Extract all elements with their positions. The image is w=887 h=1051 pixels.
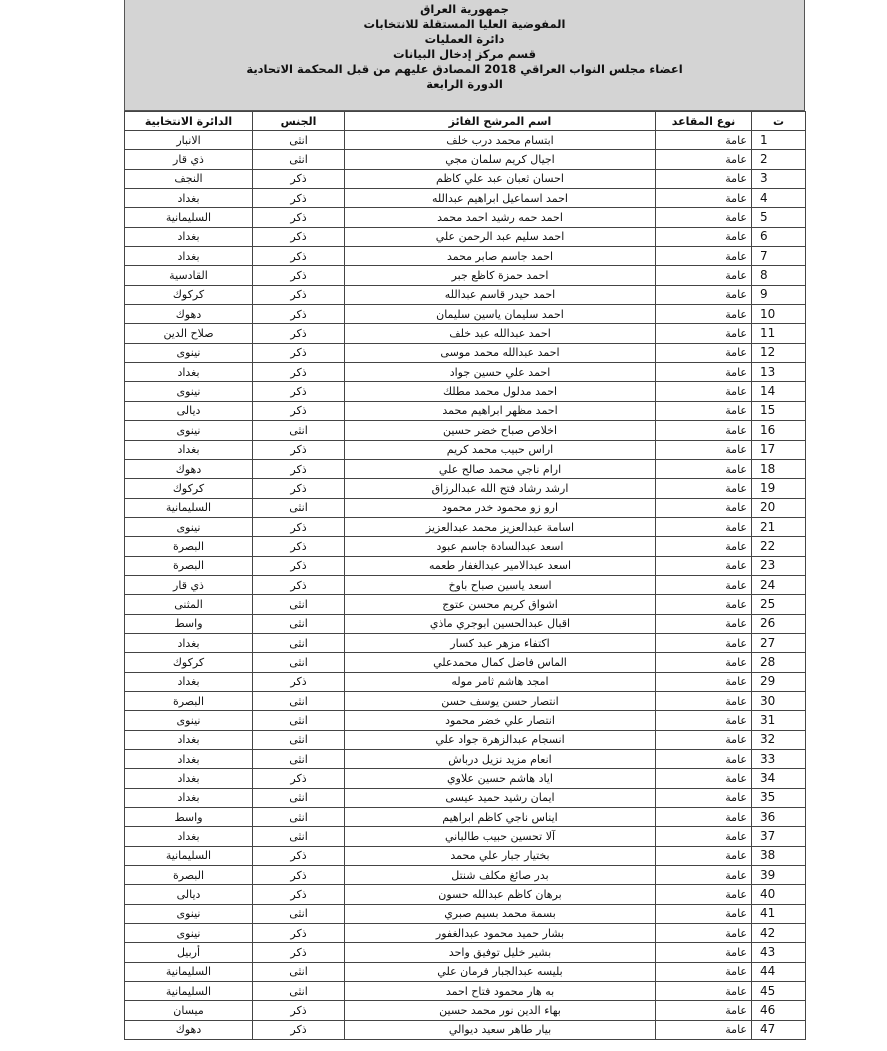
- cell-num: 13: [752, 363, 806, 382]
- cell-district: القادسية: [125, 266, 253, 285]
- cell-district: واسط: [125, 614, 253, 633]
- cell-gender: ذكر: [253, 440, 345, 459]
- cell-gender: ذكر: [253, 189, 345, 208]
- table-header-row: [125, 112, 806, 131]
- col-header-district: الدائرة الانتخابية: [125, 112, 253, 131]
- table-row: [125, 266, 806, 285]
- cell-name: بسمة محمد بسيم صبري: [345, 904, 656, 923]
- col-header-seat: نوع المقاعد: [656, 112, 752, 131]
- cell-district: صلاح الدين: [125, 324, 253, 343]
- cell-district: بغداد: [125, 440, 253, 459]
- cell-name: احمد مظهر ابراهيم محمد: [345, 401, 656, 420]
- cell-num: 4: [752, 189, 806, 208]
- cell-seat: عامة: [656, 788, 752, 807]
- cell-district: النجف: [125, 169, 253, 188]
- cell-district: البصرة: [125, 537, 253, 556]
- cell-district: بغداد: [125, 189, 253, 208]
- cell-seat: عامة: [656, 750, 752, 769]
- header-line-country: جمهورية العراق: [420, 2, 509, 16]
- cell-seat: عامة: [656, 575, 752, 594]
- cell-gender: ذكر: [253, 866, 345, 885]
- table-row: [125, 131, 806, 150]
- cell-seat: عامة: [656, 131, 752, 150]
- cell-gender: ذكر: [253, 208, 345, 227]
- cell-seat: عامة: [656, 479, 752, 498]
- table-row: [125, 962, 806, 981]
- cell-seat: عامة: [656, 633, 752, 652]
- cell-seat: عامة: [656, 808, 752, 827]
- cell-name: انسجام عبدالزهرة جواد علي: [345, 730, 656, 749]
- cell-gender: انثى: [253, 827, 345, 846]
- table-row: [125, 305, 806, 324]
- cell-seat: عامة: [656, 614, 752, 633]
- cell-name: اراس حبيب محمد كريم: [345, 440, 656, 459]
- cell-name: اياد هاشم حسين علاوي: [345, 769, 656, 788]
- table-row: [125, 189, 806, 208]
- cell-num: 37: [752, 827, 806, 846]
- col-header-num: ت: [752, 112, 806, 131]
- cell-district: نينوى: [125, 343, 253, 362]
- table-row: [125, 363, 806, 382]
- cell-district: بغداد: [125, 827, 253, 846]
- cell-name: آلا تحسين حبيب طالباني: [345, 827, 656, 846]
- cell-district: بغداد: [125, 750, 253, 769]
- cell-num: 27: [752, 633, 806, 652]
- cell-district: ديالى: [125, 401, 253, 420]
- cell-gender: ذكر: [253, 1020, 345, 1039]
- cell-district: كركوك: [125, 285, 253, 304]
- cell-num: 35: [752, 788, 806, 807]
- table-row: [125, 827, 806, 846]
- cell-gender: انثى: [253, 904, 345, 923]
- cell-seat: عامة: [656, 885, 752, 904]
- table-row: [125, 575, 806, 594]
- cell-name: ابتسام محمد درب خلف: [345, 131, 656, 150]
- cell-num: 23: [752, 556, 806, 575]
- cell-num: 21: [752, 517, 806, 536]
- cell-seat: عامة: [656, 982, 752, 1001]
- cell-num: 28: [752, 653, 806, 672]
- cell-gender: انثى: [253, 750, 345, 769]
- cell-gender: ذكر: [253, 382, 345, 401]
- cell-seat: عامة: [656, 189, 752, 208]
- cell-name: احمد سليم عبد الرحمن علي: [345, 227, 656, 246]
- table-row: [125, 653, 806, 672]
- cell-gender: ذكر: [253, 575, 345, 594]
- members-table: [124, 111, 806, 1040]
- cell-district: نينوى: [125, 421, 253, 440]
- cell-name: ارو زو محمود خدر محمود: [345, 498, 656, 517]
- cell-gender: ذكر: [253, 943, 345, 962]
- cell-gender: ذكر: [253, 305, 345, 324]
- cell-name: انعام مزيد نزيل درباش: [345, 750, 656, 769]
- cell-name: احمد جاسم صابر محمد: [345, 247, 656, 266]
- cell-num: 20: [752, 498, 806, 517]
- table-row: [125, 459, 806, 478]
- col-header-name: اسم المرشح الفائز: [345, 112, 656, 131]
- table-body: [125, 131, 806, 1040]
- cell-district: بغداد: [125, 672, 253, 691]
- cell-num: 11: [752, 324, 806, 343]
- cell-name: امجد هاشم ثامر موله: [345, 672, 656, 691]
- cell-seat: عامة: [656, 827, 752, 846]
- cell-seat: عامة: [656, 324, 752, 343]
- cell-seat: عامة: [656, 556, 752, 575]
- cell-num: 2: [752, 150, 806, 169]
- cell-gender: ذكر: [253, 537, 345, 556]
- cell-num: 47: [752, 1020, 806, 1039]
- cell-num: 45: [752, 982, 806, 1001]
- cell-district: نينوى: [125, 382, 253, 401]
- cell-name: ايمان رشيد حميد عيسى: [345, 788, 656, 807]
- cell-num: 42: [752, 924, 806, 943]
- cell-num: 34: [752, 769, 806, 788]
- cell-seat: عامة: [656, 305, 752, 324]
- cell-name: احمد سليمان ياسين سليمان: [345, 305, 656, 324]
- table-row: [125, 904, 806, 923]
- cell-district: البصرة: [125, 866, 253, 885]
- cell-name: احمد حيدر قاسم عبدالله: [345, 285, 656, 304]
- table-row: [125, 846, 806, 865]
- cell-district: ذي قار: [125, 575, 253, 594]
- table-row: [125, 382, 806, 401]
- cell-name: احمد مدلول محمد مطلك: [345, 382, 656, 401]
- cell-gender: ذكر: [253, 363, 345, 382]
- cell-num: 5: [752, 208, 806, 227]
- cell-seat: عامة: [656, 962, 752, 981]
- cell-gender: انثى: [253, 421, 345, 440]
- table-row: [125, 866, 806, 885]
- cell-seat: عامة: [656, 401, 752, 420]
- cell-district: دهوك: [125, 305, 253, 324]
- cell-gender: انثى: [253, 808, 345, 827]
- cell-num: 7: [752, 247, 806, 266]
- cell-gender: ذكر: [253, 672, 345, 691]
- header-line-commission: المفوضية العليا المستقلة للانتخابات: [363, 17, 566, 31]
- cell-gender: انثى: [253, 633, 345, 652]
- cell-seat: عامة: [656, 711, 752, 730]
- cell-name: اكتفاء مزهر عبد كسار: [345, 633, 656, 652]
- table-row: [125, 711, 806, 730]
- cell-gender: انثى: [253, 730, 345, 749]
- cell-gender: انثى: [253, 962, 345, 981]
- cell-district: نينوى: [125, 924, 253, 943]
- cell-seat: عامة: [656, 943, 752, 962]
- table-row: [125, 169, 806, 188]
- cell-seat: عامة: [656, 266, 752, 285]
- table-row: [125, 614, 806, 633]
- cell-seat: عامة: [656, 924, 752, 943]
- cell-seat: عامة: [656, 343, 752, 362]
- cell-district: بغداد: [125, 730, 253, 749]
- cell-seat: عامة: [656, 653, 752, 672]
- cell-seat: عامة: [656, 866, 752, 885]
- cell-name: احمد حمه رشيد احمد محمد: [345, 208, 656, 227]
- cell-gender: ذكر: [253, 1001, 345, 1020]
- cell-num: 33: [752, 750, 806, 769]
- cell-num: 40: [752, 885, 806, 904]
- cell-gender: ذكر: [253, 924, 345, 943]
- table-row: [125, 924, 806, 943]
- cell-district: بغداد: [125, 227, 253, 246]
- cell-seat: عامة: [656, 1020, 752, 1039]
- table-row: [125, 595, 806, 614]
- cell-num: 36: [752, 808, 806, 827]
- cell-seat: عامة: [656, 150, 752, 169]
- cell-district: بغداد: [125, 247, 253, 266]
- cell-num: 22: [752, 537, 806, 556]
- cell-gender: ذكر: [253, 517, 345, 536]
- cell-district: السليمانية: [125, 208, 253, 227]
- cell-num: 44: [752, 962, 806, 981]
- cell-district: بغداد: [125, 363, 253, 382]
- table-row: [125, 788, 806, 807]
- table-row: [125, 750, 806, 769]
- cell-num: 26: [752, 614, 806, 633]
- cell-seat: عامة: [656, 672, 752, 691]
- cell-name: احمد عبدالله محمد موسى: [345, 343, 656, 362]
- cell-district: دهوك: [125, 459, 253, 478]
- cell-district: السليمانية: [125, 846, 253, 865]
- cell-gender: انثى: [253, 498, 345, 517]
- table-row: [125, 343, 806, 362]
- cell-name: احسان ثعبان عبد علي كاظم: [345, 169, 656, 188]
- cell-name: اخلاص صباح خضر حسين: [345, 421, 656, 440]
- cell-district: دهوك: [125, 1020, 253, 1039]
- cell-num: 14: [752, 382, 806, 401]
- cell-num: 31: [752, 711, 806, 730]
- cell-name: اسعد ياسين صباح باوخ: [345, 575, 656, 594]
- cell-gender: ذكر: [253, 247, 345, 266]
- col-header-gender: الجنس: [253, 112, 345, 131]
- cell-seat: عامة: [656, 169, 752, 188]
- cell-district: ذي قار: [125, 150, 253, 169]
- table-row: [125, 537, 806, 556]
- cell-num: 1: [752, 131, 806, 150]
- cell-name: اجيال كريم سلمان مجي: [345, 150, 656, 169]
- table-row: [125, 440, 806, 459]
- cell-name: بهاء الدين نور محمد حسين: [345, 1001, 656, 1020]
- cell-name: بشار حميد محمود عبدالغفور: [345, 924, 656, 943]
- table-row: [125, 556, 806, 575]
- cell-name: احمد اسماعيل ابراهيم عبدالله: [345, 189, 656, 208]
- table-row: [125, 769, 806, 788]
- cell-seat: عامة: [656, 1001, 752, 1020]
- table-row: [125, 247, 806, 266]
- cell-gender: ذكر: [253, 459, 345, 478]
- header-line-title: اعضاء مجلس النواب العراقي 2018 المصادق عليهم من قبل المحكمة الاتحادية: [246, 62, 683, 76]
- cell-name: ارام ناجي محمد صالح علي: [345, 459, 656, 478]
- table-row: [125, 691, 806, 710]
- table-row: [125, 498, 806, 517]
- cell-num: 17: [752, 440, 806, 459]
- table-row: [125, 730, 806, 749]
- cell-seat: عامة: [656, 769, 752, 788]
- cell-seat: عامة: [656, 421, 752, 440]
- cell-gender: انثى: [253, 691, 345, 710]
- cell-seat: عامة: [656, 459, 752, 478]
- cell-district: السليمانية: [125, 982, 253, 1001]
- cell-name: برهان كاظم عبدالله حسون: [345, 885, 656, 904]
- table-row: [125, 1020, 806, 1039]
- cell-district: أربيل: [125, 943, 253, 962]
- document-header: [124, 0, 805, 111]
- cell-seat: عامة: [656, 382, 752, 401]
- cell-gender: ذكر: [253, 169, 345, 188]
- table-row: [125, 943, 806, 962]
- cell-name: احمد علي حسين جواد: [345, 363, 656, 382]
- cell-seat: عامة: [656, 227, 752, 246]
- cell-name: ارشد رشاد فتح الله عبدالرزاق: [345, 479, 656, 498]
- cell-district: كركوك: [125, 479, 253, 498]
- cell-num: 32: [752, 730, 806, 749]
- cell-gender: ذكر: [253, 324, 345, 343]
- cell-name: به هار محمود فتاح احمد: [345, 982, 656, 1001]
- header-line-term: الدورة الرابعة: [426, 77, 503, 91]
- cell-num: 16: [752, 421, 806, 440]
- cell-gender: ذكر: [253, 227, 345, 246]
- cell-seat: عامة: [656, 691, 752, 710]
- cell-name: الماس فاضل كمال محمدعلي: [345, 653, 656, 672]
- cell-seat: عامة: [656, 498, 752, 517]
- table-row: [125, 633, 806, 652]
- cell-num: 38: [752, 846, 806, 865]
- cell-num: 46: [752, 1001, 806, 1020]
- cell-num: 19: [752, 479, 806, 498]
- cell-district: بغداد: [125, 788, 253, 807]
- cell-num: 39: [752, 866, 806, 885]
- cell-name: بليسه عبدالجبار فرمان علي: [345, 962, 656, 981]
- cell-num: 41: [752, 904, 806, 923]
- cell-seat: عامة: [656, 247, 752, 266]
- cell-seat: عامة: [656, 537, 752, 556]
- cell-num: 18: [752, 459, 806, 478]
- cell-district: واسط: [125, 808, 253, 827]
- document-sheet: [124, 0, 805, 1040]
- cell-seat: عامة: [656, 285, 752, 304]
- cell-seat: عامة: [656, 517, 752, 536]
- cell-district: السليمانية: [125, 962, 253, 981]
- table-row: [125, 517, 806, 536]
- cell-seat: عامة: [656, 595, 752, 614]
- table-row: [125, 1001, 806, 1020]
- cell-num: 30: [752, 691, 806, 710]
- cell-gender: انثى: [253, 653, 345, 672]
- cell-num: 29: [752, 672, 806, 691]
- table-row: [125, 885, 806, 904]
- cell-name: احمد عبدالله عبد خلف: [345, 324, 656, 343]
- cell-district: السليمانية: [125, 498, 253, 517]
- cell-num: 6: [752, 227, 806, 246]
- cell-district: نينوى: [125, 711, 253, 730]
- cell-gender: ذكر: [253, 285, 345, 304]
- cell-gender: انثى: [253, 150, 345, 169]
- cell-num: 8: [752, 266, 806, 285]
- cell-gender: ذكر: [253, 846, 345, 865]
- cell-name: اسامة عبدالعزيز محمد عبدالعزيز: [345, 517, 656, 536]
- cell-num: 24: [752, 575, 806, 594]
- cell-name: اقبال عبدالحسين ابوجري ماذي: [345, 614, 656, 633]
- cell-district: نينوى: [125, 517, 253, 536]
- cell-district: المثنى: [125, 595, 253, 614]
- table-row: [125, 227, 806, 246]
- table-row: [125, 672, 806, 691]
- cell-gender: ذكر: [253, 885, 345, 904]
- cell-gender: انثى: [253, 982, 345, 1001]
- table-row: [125, 808, 806, 827]
- cell-gender: ذكر: [253, 479, 345, 498]
- cell-seat: عامة: [656, 208, 752, 227]
- table-row: [125, 208, 806, 227]
- table-row: [125, 285, 806, 304]
- cell-district: بغداد: [125, 633, 253, 652]
- cell-gender: انثى: [253, 614, 345, 633]
- cell-gender: انثى: [253, 131, 345, 150]
- cell-district: نينوى: [125, 904, 253, 923]
- cell-name: اشواق كريم محسن عتوج: [345, 595, 656, 614]
- cell-seat: عامة: [656, 363, 752, 382]
- cell-seat: عامة: [656, 440, 752, 459]
- cell-name: بيار طاهر سعيد ديوالي: [345, 1020, 656, 1039]
- cell-name: احمد حمزة كاظع جبر: [345, 266, 656, 285]
- cell-num: 12: [752, 343, 806, 362]
- table-row: [125, 982, 806, 1001]
- cell-gender: ذكر: [253, 343, 345, 362]
- header-line-department: دائرة العمليات: [424, 32, 505, 46]
- cell-gender: ذكر: [253, 769, 345, 788]
- table-row: [125, 401, 806, 420]
- table-row: [125, 324, 806, 343]
- cell-name: انتصار علي خضر محمود: [345, 711, 656, 730]
- table-row: [125, 150, 806, 169]
- cell-gender: انثى: [253, 595, 345, 614]
- cell-district: كركوك: [125, 653, 253, 672]
- cell-gender: ذكر: [253, 401, 345, 420]
- cell-district: ميسان: [125, 1001, 253, 1020]
- cell-name: بدر صائغ مكلف شنتل: [345, 866, 656, 885]
- cell-name: بختيار جبار علي محمد: [345, 846, 656, 865]
- cell-district: البصرة: [125, 556, 253, 575]
- cell-num: 10: [752, 305, 806, 324]
- cell-gender: انثى: [253, 711, 345, 730]
- cell-gender: ذكر: [253, 556, 345, 575]
- cell-seat: عامة: [656, 904, 752, 923]
- cell-num: 25: [752, 595, 806, 614]
- cell-seat: عامة: [656, 846, 752, 865]
- cell-name: بشير خليل توفيق واحد: [345, 943, 656, 962]
- cell-seat: عامة: [656, 730, 752, 749]
- cell-name: انتصار حسن يوسف حسن: [345, 691, 656, 710]
- cell-district: ديالى: [125, 885, 253, 904]
- cell-num: 15: [752, 401, 806, 420]
- cell-gender: انثى: [253, 788, 345, 807]
- table-row: [125, 421, 806, 440]
- cell-name: ايناس ناجي كاظم ابراهيم: [345, 808, 656, 827]
- table-row: [125, 479, 806, 498]
- cell-district: بغداد: [125, 769, 253, 788]
- cell-num: 43: [752, 943, 806, 962]
- cell-gender: ذكر: [253, 266, 345, 285]
- cell-name: اسعد عبدالامير عبدالغفار طعمه: [345, 556, 656, 575]
- cell-num: 9: [752, 285, 806, 304]
- header-line-section: قسم مركز إدخال البيانات: [393, 47, 536, 61]
- cell-district: الانبار: [125, 131, 253, 150]
- cell-district: البصرة: [125, 691, 253, 710]
- cell-name: اسعد عبدالسادة جاسم عبود: [345, 537, 656, 556]
- cell-num: 3: [752, 169, 806, 188]
